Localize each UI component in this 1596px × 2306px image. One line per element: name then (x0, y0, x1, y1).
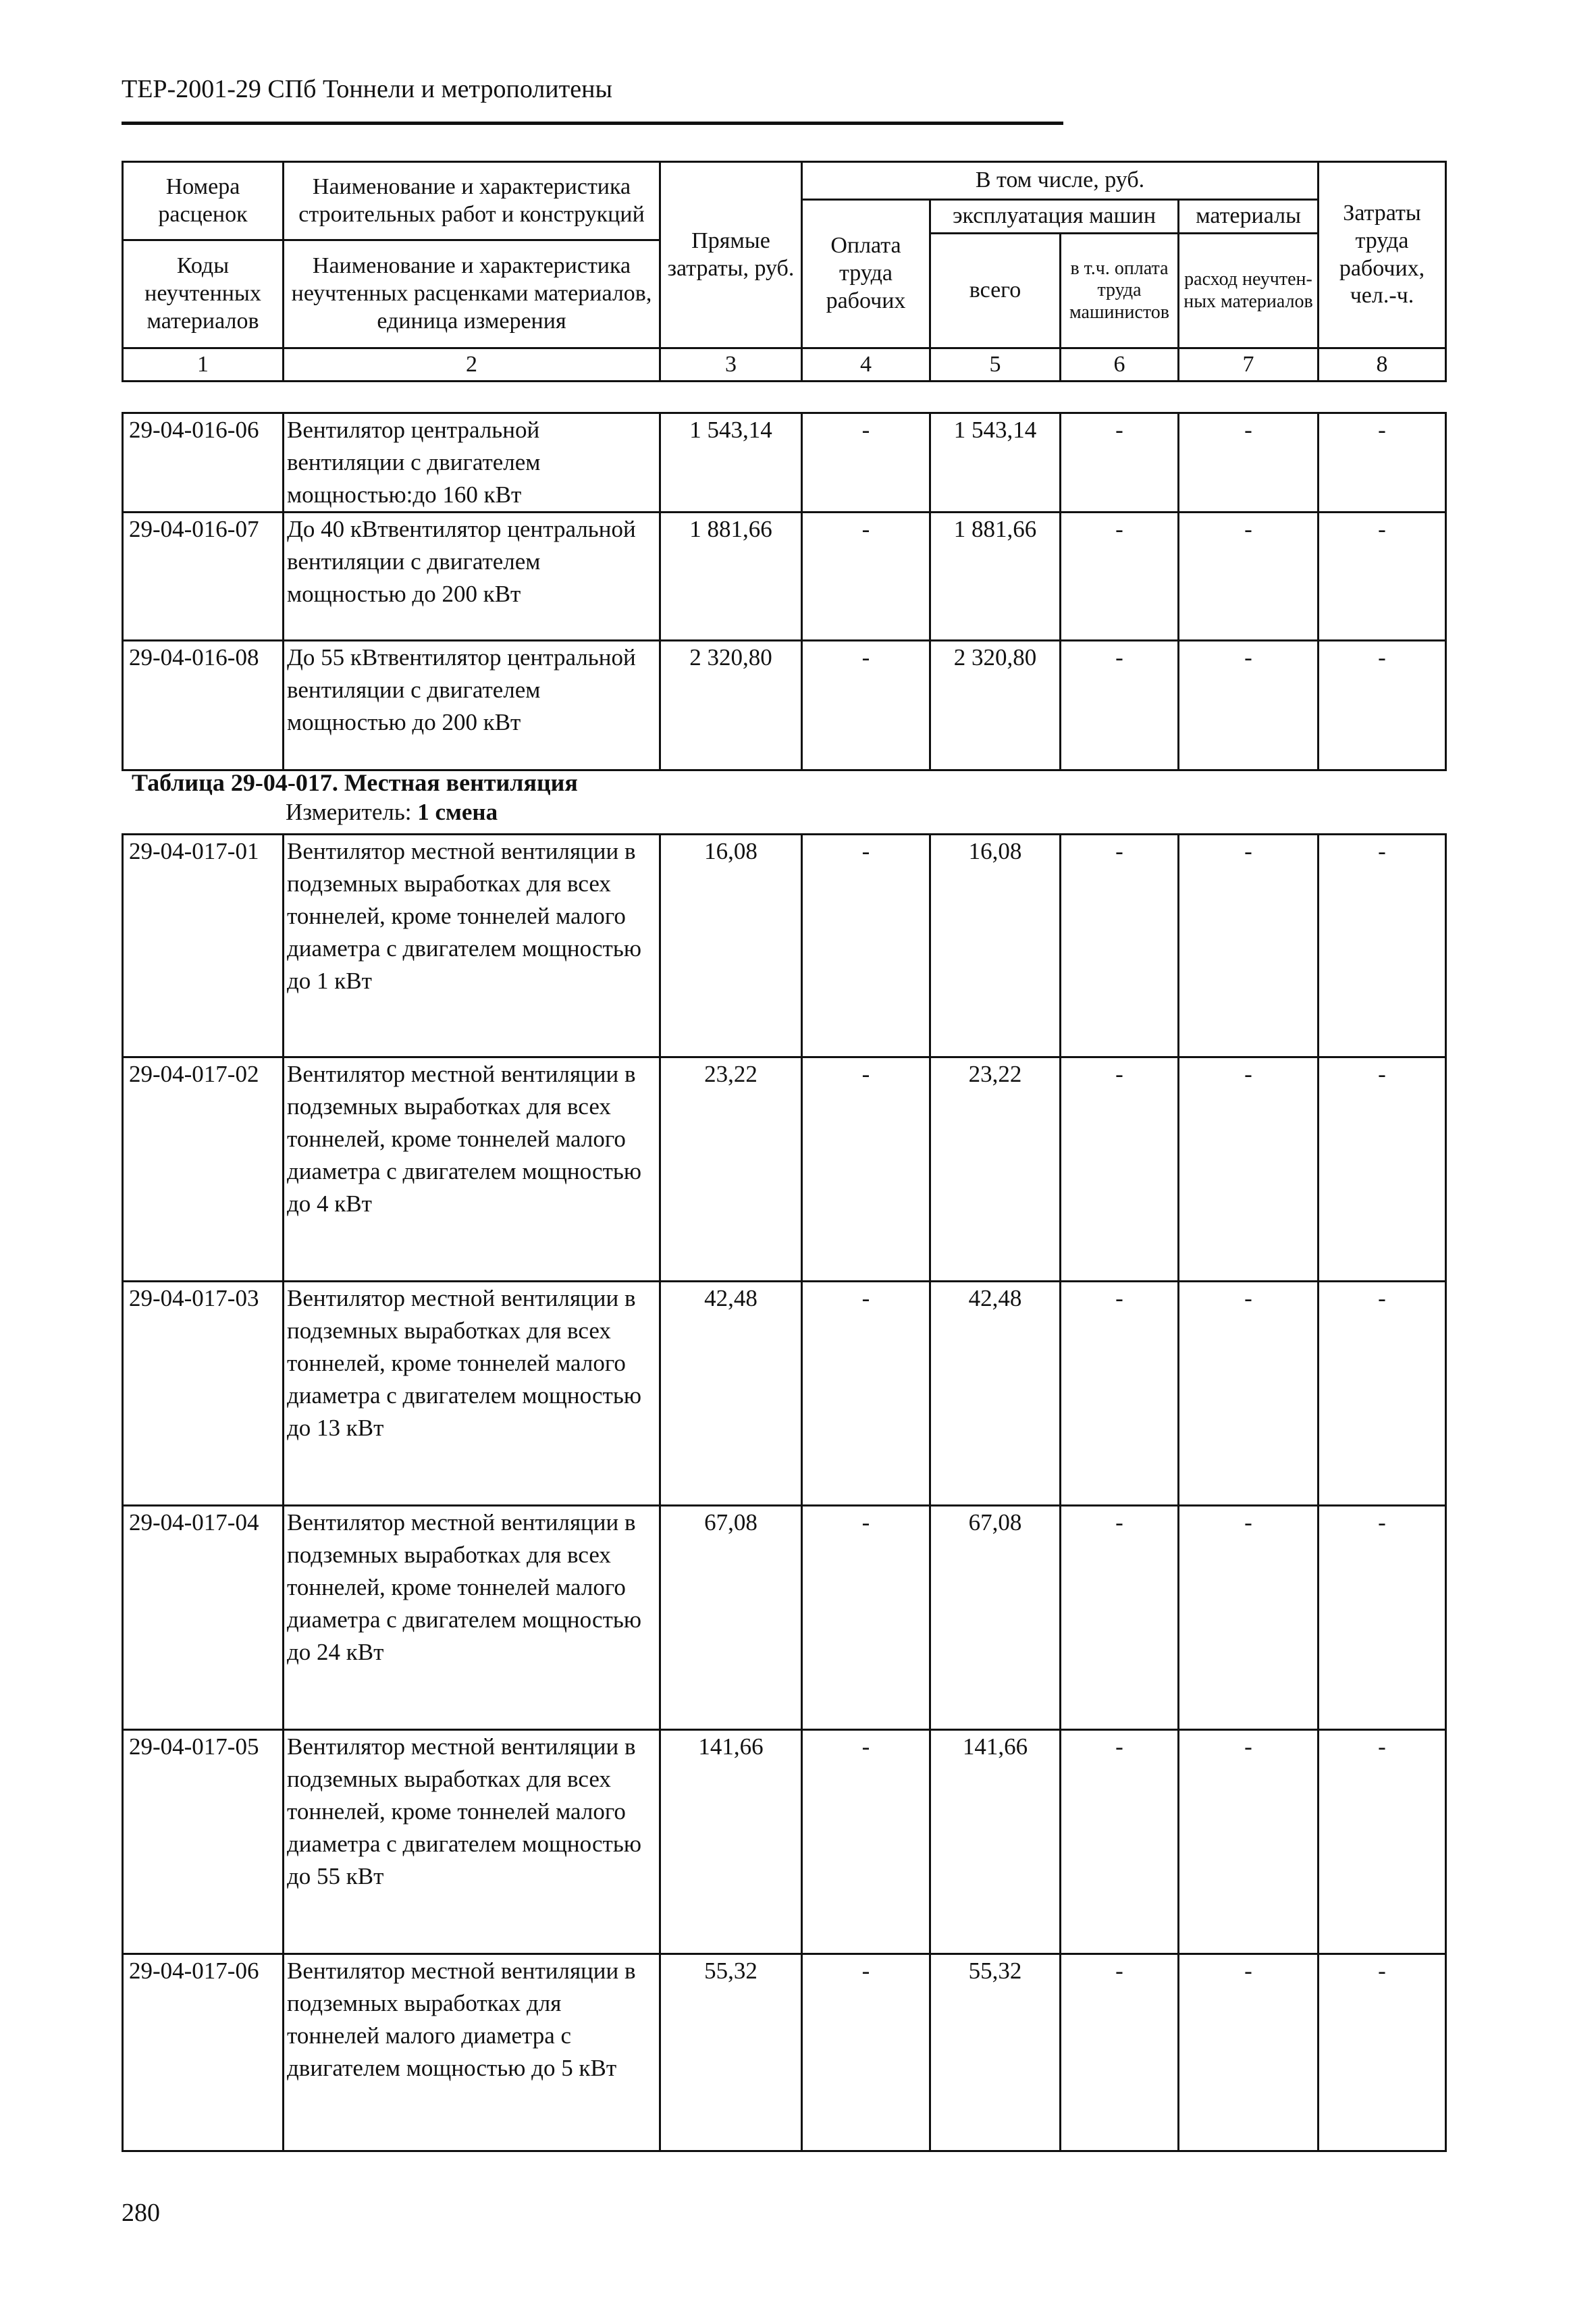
labor-hours: - (1319, 513, 1446, 641)
machines-total: 16,08 (930, 835, 1061, 1057)
machinists-pay: - (1061, 835, 1179, 1057)
machinists-pay: - (1061, 1730, 1179, 1954)
materials-use: - (1179, 1506, 1319, 1730)
labor-pay: - (802, 835, 930, 1057)
materials-use: - (1179, 1057, 1319, 1282)
rates-table-016 (122, 412, 1447, 771)
rate-code: 29-04-017-02 (123, 1057, 284, 1282)
labor-hours: - (1319, 1954, 1446, 2151)
machines-total: 55,32 (930, 1954, 1061, 2151)
table-row (123, 641, 1446, 770)
labor-pay: - (802, 1282, 930, 1506)
machinists-pay: - (1061, 1282, 1179, 1506)
machinists-pay: - (1061, 1506, 1179, 1730)
labor-hours: - (1319, 1506, 1446, 1730)
measure-unit-label: Измеритель: (286, 799, 412, 825)
rate-name: Вентилятор местной вентиляции в подземных выработках для всех тоннелей, кроме тоннелей малого диаметра с двигателем мощностью до 13 кВт (284, 1282, 660, 1506)
materials-use: - (1179, 1954, 1319, 2151)
direct-cost: 2 320,80 (660, 641, 802, 770)
rate-name: До 40 кВтвентилятор центральной вентиляции с двигателем мощностью до 200 кВт (284, 513, 660, 641)
col-number: 5 (930, 348, 1061, 382)
table-row (123, 513, 1446, 641)
labor-pay: - (802, 1954, 930, 2151)
header-col1-bottom: Коды неучтенных материалов (123, 240, 284, 348)
header-col4: Оплата труда рабочих (802, 200, 930, 348)
col-number: 8 (1319, 348, 1446, 382)
labor-pay: - (802, 513, 930, 641)
direct-cost: 67,08 (660, 1506, 802, 1730)
machinists-pay: - (1061, 413, 1179, 513)
header-col2-bottom: Наименование и характеристика неучтенных расценками материалов, единица измерения (284, 240, 660, 348)
header-including: В том числе, руб. (802, 162, 1319, 200)
header-col1-top: Номера расценок (123, 162, 284, 240)
header-col2-top: Наименование и характеристика строительных работ и конструкций (284, 162, 660, 240)
header-col5: всего (930, 234, 1061, 348)
rate-name: Вентилятор центральной вентиляции с двигателем мощностью:до 160 кВт (284, 413, 660, 513)
labor-hours: - (1319, 835, 1446, 1057)
machines-total: 23,22 (930, 1057, 1061, 1282)
header-machines: эксплуатация машин (930, 200, 1179, 234)
rate-name: Вентилятор местной вентиляции в подземных выработках для всех тоннелей, кроме тоннелей малого диаметра с двигателем мощностью до 24 кВт (284, 1506, 660, 1730)
machines-total: 1 543,14 (930, 413, 1061, 513)
col-number: 6 (1061, 348, 1179, 382)
header-col3: Прямые затраты, руб. (660, 162, 802, 348)
materials-use: - (1179, 641, 1319, 770)
labor-hours: - (1319, 1282, 1446, 1506)
rate-code: 29-04-017-05 (123, 1730, 284, 1954)
rate-code: 29-04-017-04 (123, 1506, 284, 1730)
direct-cost: 23,22 (660, 1057, 802, 1282)
machines-total: 141,66 (930, 1730, 1061, 1954)
machinists-pay: - (1061, 641, 1179, 770)
rate-code: 29-04-017-01 (123, 835, 284, 1057)
header-col8: Затраты труда рабочих, чел.-ч. (1319, 162, 1446, 348)
labor-pay: - (802, 641, 930, 770)
labor-hours: - (1319, 641, 1446, 770)
machines-total: 67,08 (930, 1506, 1061, 1730)
machinists-pay: - (1061, 1954, 1179, 2151)
direct-cost: 42,48 (660, 1282, 802, 1506)
labor-pay: - (802, 413, 930, 513)
col-number: 2 (284, 348, 660, 382)
rate-code: 29-04-017-06 (123, 1954, 284, 2151)
column-header-table (122, 161, 1447, 382)
direct-cost: 1 543,14 (660, 413, 802, 513)
table-title: Таблица 29-04-017. Местная вентиляция (132, 769, 578, 796)
rate-name: Вентилятор местной вентиляции в подземных выработках для всех тоннелей, кроме тоннелей малого диаметра с двигателем мощностью до 55 кВт (284, 1730, 660, 1954)
direct-cost: 1 881,66 (660, 513, 802, 641)
page-number: 280 (122, 2199, 160, 2227)
machines-total: 2 320,80 (930, 641, 1061, 770)
table-row (123, 1730, 1446, 1954)
materials-use: - (1179, 513, 1319, 641)
materials-use: - (1179, 1730, 1319, 1954)
measure-unit (286, 799, 498, 826)
materials-use: - (1179, 1282, 1319, 1506)
rate-code: 29-04-016-08 (123, 641, 284, 770)
machines-total: 42,48 (930, 1282, 1061, 1506)
table-row (123, 1954, 1446, 2151)
labor-pay: - (802, 1057, 930, 1282)
rate-name: Вентилятор местной вентиляции в подземных выработках для всех тоннелей, кроме тоннелей малого диаметра с двигателем мощностью до 1 кВт (284, 835, 660, 1057)
rate-name: Вентилятор местной вентиляции в подземных выработках для всех тоннелей, кроме тоннелей малого диаметра с двигателем мощностью до 4 кВт (284, 1057, 660, 1282)
labor-hours: - (1319, 413, 1446, 513)
col-number: 7 (1179, 348, 1319, 382)
header-col6: в т.ч. оплата труда машинистов (1061, 234, 1179, 348)
rate-code: 29-04-017-03 (123, 1282, 284, 1506)
header-rule (122, 122, 1063, 125)
labor-hours: - (1319, 1057, 1446, 1282)
machinists-pay: - (1061, 513, 1179, 641)
materials-use: - (1179, 413, 1319, 513)
col-number: 1 (123, 348, 284, 382)
direct-cost: 55,32 (660, 1954, 802, 2151)
rate-code: 29-04-016-07 (123, 513, 284, 641)
header-col7: расход неучтен-ных материалов (1179, 234, 1319, 348)
table-row (123, 1282, 1446, 1506)
col-number: 4 (802, 348, 930, 382)
direct-cost: 141,66 (660, 1730, 802, 1954)
header-materials: материалы (1179, 200, 1319, 234)
table-row (123, 1506, 1446, 1730)
rate-name: До 55 кВтвентилятор центральной вентиляции с двигателем мощностью до 200 кВт (284, 641, 660, 770)
col-number: 3 (660, 348, 802, 382)
machines-total: 1 881,66 (930, 513, 1061, 641)
document-header: ТЕР-2001-29 СПб Тоннели и метрополитены (122, 75, 612, 103)
machinists-pay: - (1061, 1057, 1179, 1282)
labor-pay: - (802, 1730, 930, 1954)
rate-name: Вентилятор местной вентиляции в подземных выработках для тоннелей малого диаметра с двигателем мощностью до 5 кВт (284, 1954, 660, 2151)
table-row (123, 413, 1446, 513)
rate-code: 29-04-016-06 (123, 413, 284, 513)
rates-table-017 (122, 833, 1447, 2152)
table-row (123, 835, 1446, 1057)
materials-use: - (1179, 835, 1319, 1057)
measure-unit-value: 1 смена (417, 799, 498, 825)
direct-cost: 16,08 (660, 835, 802, 1057)
labor-pay: - (802, 1506, 930, 1730)
table-row (123, 1057, 1446, 1282)
labor-hours: - (1319, 1730, 1446, 1954)
